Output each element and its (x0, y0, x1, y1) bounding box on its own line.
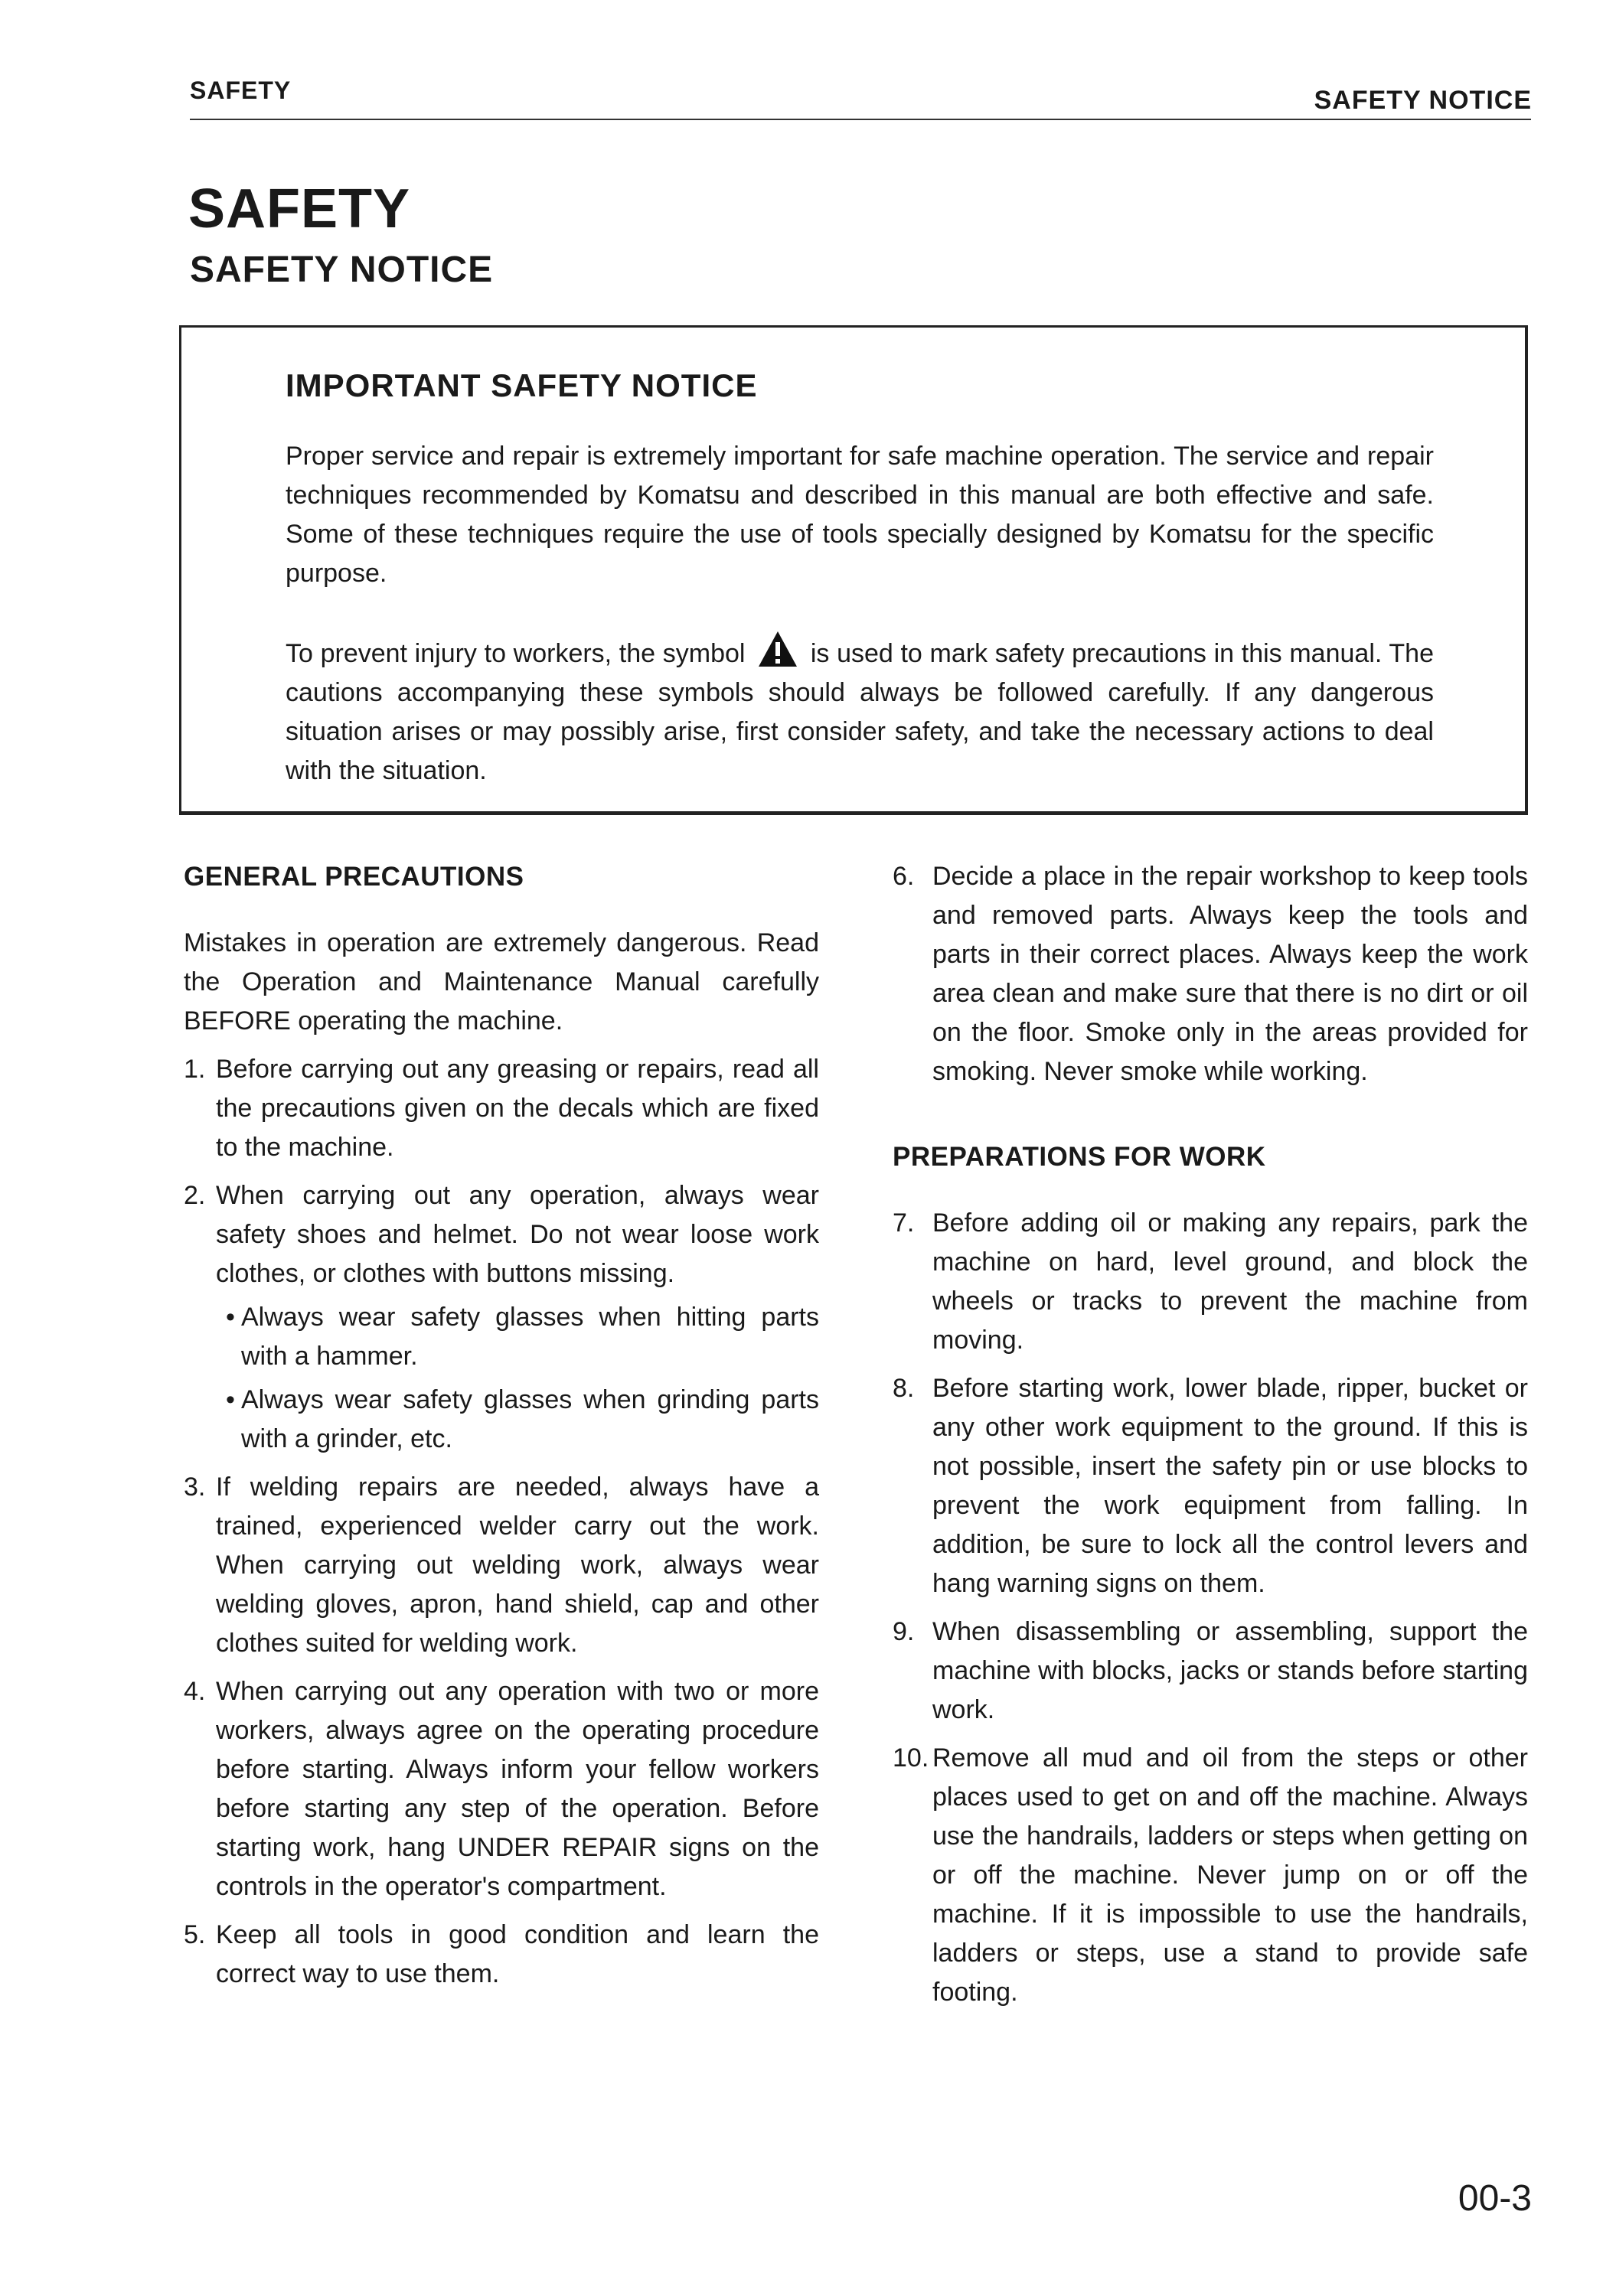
header-divider (190, 119, 1531, 120)
list-item (184, 1176, 819, 1293)
right-column (893, 857, 1528, 2012)
item-number: 10. (893, 1743, 929, 1773)
general-precautions-heading: GENERAL PRECAUTIONS (184, 862, 524, 892)
list-item (184, 1672, 819, 1906)
item-number: 8. (893, 1374, 915, 1403)
running-header-topic: SAFETY NOTICE (1314, 86, 1532, 115)
left-column (184, 857, 819, 1994)
item-number: 5. (184, 1920, 206, 1949)
item-text: When carrying out any operation, always wear safety shoes and helmet. Do not wear loose work clothes, or clothes with buttons missing. (216, 1181, 819, 1288)
item-number: 1. (184, 1055, 206, 1084)
item-number: 7. (893, 1208, 915, 1238)
notice-paragraph-2 (286, 630, 1434, 791)
list-item (184, 1916, 819, 1994)
general-precautions-intro: Mistakes in operation are extremely dangerous. Read the Operation and Maintenance Manual carefully BEFORE operating the machine. (184, 928, 819, 1035)
bullet-text: Always wear safety glasses when grinding parts with a grinder, etc. (241, 1385, 819, 1453)
important-notice-box (179, 325, 1528, 815)
list-item (893, 1204, 1528, 1360)
item-text: Before carrying out any greasing or repairs, read all the precautions given on the decals which are fixed to the machine. (216, 1055, 819, 1162)
list-item (893, 1369, 1528, 1603)
page-subtitle: SAFETY NOTICE (190, 249, 494, 290)
item-text: Decide a place in the repair workshop to keep tools and removed parts. Always keep the tools and parts in their correct places. Always keep the work area clean and make sure that there is no dirt or oil on the floor. Smoke only in the areas provided for smoking. Never smoke while working. (932, 862, 1528, 1086)
list-item (184, 1050, 819, 1167)
item-text: If welding repairs are needed, always have a trained, experienced welder carry out the work. When carrying out welding work, always wear welding gloves, apron, hand shield, cap and other clothes suited for welding work. (216, 1473, 819, 1658)
bullet-dot: • (226, 1385, 235, 1414)
notice-paragraph-2-end: is used to mark safety precautions in this manual. The cautions accompanying these symbols should always be followed carefully. If any dangerous situation arises or may possibly arise, first consider safety, and take the necessary actions to deal with the situation. (286, 639, 1434, 785)
bullet-text: Always wear safety glasses when hitting parts with a hammer. (241, 1303, 819, 1371)
item-text: Before starting work, lower blade, ripper, bucket or any other work equipment to the ground. If this is not possible, insert the safety pin or use blocks to prevent the work equipment from falling. In addition, be sure to lock all the control levers and hang warning signs on them. (932, 1374, 1528, 1598)
page-number: 00-3 (1458, 2178, 1532, 2219)
item-text: When disassembling or assembling, support the machine with blocks, jacks or stands before starting work. (932, 1617, 1528, 1724)
list-item (184, 1468, 819, 1663)
bullet-dot: • (226, 1303, 235, 1332)
item-text: Remove all mud and oil from the steps or other places used to get on and off the machine. Always use the handrails, ladders or steps when getting on or off the machine. Never jump on or off the machine. If it is impossible to use the handrails, ladders or steps, use a stand to provide safe footing. (932, 1743, 1528, 2007)
preparations-heading: PREPARATIONS FOR WORK (893, 1142, 1266, 1172)
notice-paragraph-2-start: To prevent injury to workers, the symbol (286, 639, 746, 668)
page-title: SAFETY (188, 178, 411, 240)
item-number: 9. (893, 1617, 915, 1646)
item-text: When carrying out any operation with two or more workers, always agree on the operating procedure before starting. Always inform your fellow workers before starting any step of the operation. Before starting work, hang UNDER REPAIR signs on the controls in the operator's compartment. (216, 1677, 819, 1901)
item-number: 2. (184, 1181, 206, 1210)
list-item (893, 857, 1528, 1091)
item-text: Before adding oil or making any repairs, park the machine on hard, level ground, and block the wheels or tracks to prevent the machine from moving. (932, 1208, 1528, 1355)
item-number: 3. (184, 1473, 206, 1502)
list-item (893, 1739, 1528, 2012)
running-header-section: SAFETY (190, 77, 292, 104)
bullet-item (184, 1381, 819, 1459)
notice-title: IMPORTANT SAFETY NOTICE (286, 367, 758, 403)
notice-paragraph-1: Proper service and repair is extremely important for safe machine operation. The service and repair techniques recommended by Komatsu and described in this manual are both effective and safe. Some of these techniques require the use of tools specially designed by Komatsu for the specific purpose. (286, 442, 1434, 588)
item-text: Keep all tools in good condition and learn the correct way to use them. (216, 1920, 819, 1988)
warning-triangle-icon (757, 630, 798, 668)
item-number: 4. (184, 1677, 206, 1706)
bullet-item (184, 1298, 819, 1376)
item-number: 6. (893, 862, 915, 891)
list-item (893, 1613, 1528, 1730)
